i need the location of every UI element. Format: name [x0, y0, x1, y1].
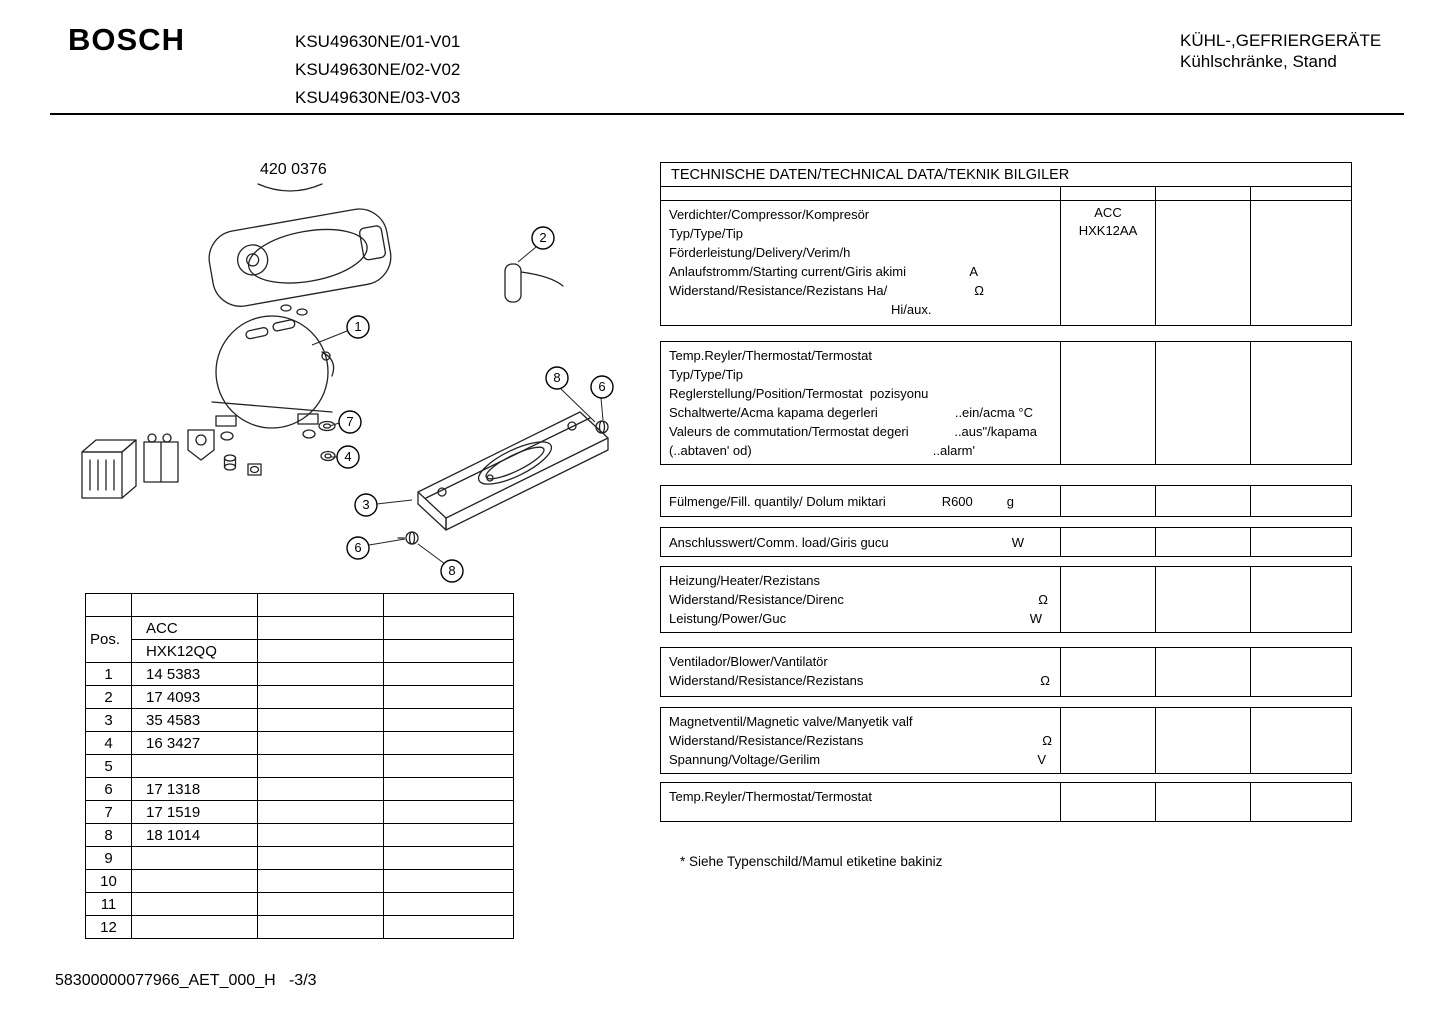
tech-unit: ..aus"/kapama [954, 424, 1037, 439]
svg-text:6: 6 [354, 540, 362, 555]
svg-text:8: 8 [448, 563, 456, 578]
model-list [295, 28, 460, 112]
part-number [132, 755, 258, 778]
tech-label: Temp.Reyler/Thermostat/Termostat [669, 348, 873, 363]
compressor-cover-plate [205, 205, 395, 311]
stud [297, 309, 307, 315]
callout-3 [355, 494, 377, 516]
compressor-type-value: HXK12AA [1078, 223, 1138, 238]
starter-relay [82, 440, 136, 498]
document-reference: 58300000077966_AET_000_H -3/3 [55, 972, 317, 989]
rail-roller-left [398, 532, 418, 544]
leader-line [369, 539, 405, 545]
svg-text:6: 6 [598, 379, 606, 394]
filter-drier [505, 264, 563, 302]
table-row: 9 [86, 847, 514, 870]
tech-unit: Ω [1042, 733, 1052, 748]
variant-header-code: HXK12QQ [132, 640, 258, 663]
tech-block-connected-load [660, 527, 1352, 557]
tech-label: Anschlusswert/Comm. load/Giris gucu [669, 535, 889, 550]
leader-line [601, 398, 603, 420]
part-number [132, 847, 258, 870]
tech-block-heater [660, 566, 1352, 633]
tech-block-fill-quantity [660, 485, 1352, 517]
tech-label: Hi/aux. [891, 302, 932, 317]
tech-unit: V [1037, 752, 1046, 767]
bosch-logo: BOSCH [68, 22, 185, 57]
model-line-2: KSU49630NE/02-V02 [295, 60, 461, 79]
assembly-brace [258, 184, 322, 191]
tech-label: Anlaufstromm/Starting current/Giris akimi [669, 264, 906, 279]
table-row: 4 16 3427 [86, 732, 514, 755]
svg-text:3: 3 [362, 497, 370, 512]
svg-text:1: 1 [354, 319, 362, 334]
leader-line [418, 544, 445, 564]
grommet [321, 452, 335, 461]
tech-unit: W [1011, 535, 1024, 550]
spacer-sleeve [225, 455, 236, 470]
tech-label: Leistung/Power/Guc [669, 611, 787, 626]
tech-block-thermostat2 [660, 782, 1352, 822]
tech-unit: ..alarm' [932, 443, 975, 458]
tech-unit: Ω [974, 283, 984, 298]
tech-unit: A [969, 264, 978, 279]
header-divider [50, 113, 1404, 115]
callout-4 [337, 446, 359, 468]
rail-roller-right [596, 421, 608, 433]
leader-line [377, 500, 412, 504]
tech-label: Schaltwerte/Acma kapama degerleri [669, 405, 878, 420]
tech-label: Valeurs de commutation/Termostat degeri [669, 424, 909, 439]
rating-plate-note: * Siehe Typenschild/Mamul etiketine bakiniz [680, 854, 943, 869]
tech-label: Heizung/Heater/Rezistans [669, 573, 821, 588]
technical-data-section [660, 162, 1352, 869]
table-row: 8 18 1014 [86, 824, 514, 847]
model-line-1: KSU49630NE/01-V01 [295, 32, 461, 51]
tech-label: (..abtaven' od) [669, 443, 752, 458]
tech-label: Widerstand/Resistance/Rezistans Ha/ [669, 283, 888, 298]
part-number [132, 916, 258, 939]
table-row: 6 17 1318 [86, 778, 514, 801]
tech-label: Verdichter/Compressor/Kompresör [669, 207, 870, 222]
callout-7 [339, 411, 361, 433]
compressor-brand-value: ACC [1094, 205, 1122, 220]
tech-data-title: TECHNISCHE DATEN/TECHNICAL DATA/TEKNIK BILGILER [660, 162, 1352, 187]
svg-text:4: 4 [344, 449, 352, 464]
part-number: 17 1318 [132, 778, 258, 801]
table-row: 12 [86, 916, 514, 939]
tech-label: Ventilador/Blower/Vantilatör [669, 654, 828, 669]
svg-text:8: 8 [553, 370, 561, 385]
part-number: 35 4583 [132, 709, 258, 732]
tech-label: Widerstand/Resistance/Rezistans [669, 673, 864, 688]
table-row: 11 [86, 893, 514, 916]
tech-unit: Ω [1038, 592, 1048, 607]
tech-unit: g [1006, 494, 1014, 509]
leader-line [518, 247, 536, 262]
tech-label: Typ/Type/Tip [669, 226, 743, 241]
parts-table [85, 593, 514, 939]
callout-6-top [591, 376, 613, 398]
nut [248, 464, 261, 475]
table-row: 5 [86, 755, 514, 778]
tech-block-magnetic-valve [660, 707, 1352, 774]
table-header-row [86, 617, 514, 640]
compressor-body [212, 316, 334, 440]
tech-block-thermostat [660, 341, 1352, 465]
table-header-row [86, 640, 514, 663]
table-row: 10 [86, 870, 514, 893]
tech-unit: Ω [1040, 673, 1050, 688]
callout-8-top [546, 367, 568, 389]
callout-2 [532, 227, 554, 249]
callout-6-bottom [347, 537, 369, 559]
part-number: 17 1519 [132, 801, 258, 824]
table-row: 1 14 5383 [86, 663, 514, 686]
pos-column-header: Pos. [86, 617, 132, 663]
table-row [86, 594, 514, 617]
tech-unit: W [1029, 611, 1042, 626]
tech-column-header-row [660, 186, 1352, 201]
relay-cover [144, 434, 178, 482]
part-number: 18 1014 [132, 824, 258, 847]
mounting-rail [418, 412, 608, 530]
tech-label: Reglerstellung/Position/Termostat pozisyonu [669, 386, 929, 401]
part-number: 14 5383 [132, 663, 258, 686]
tech-label: Förderleistung/Delivery/Verim/h [669, 245, 851, 260]
tech-block-compressor [660, 200, 1352, 326]
part-number: 17 4093 [132, 686, 258, 709]
compressor-value-cell [1060, 201, 1155, 325]
tech-label: Temp.Reyler/Thermostat/Termostat [669, 789, 873, 804]
table-row: 2 17 4093 [86, 686, 514, 709]
model-line-3: KSU49630NE/03-V03 [295, 88, 461, 107]
table-row: 3 35 4583 [86, 709, 514, 732]
svg-text:7: 7 [346, 414, 354, 429]
mounting-clip [188, 430, 214, 460]
exploded-diagram [60, 140, 640, 610]
washer [319, 422, 335, 431]
table-row: 7 17 1519 [86, 801, 514, 824]
category-line-1: KÜHL-,GEFRIERGERÄTE [1180, 31, 1382, 50]
part-number [132, 893, 258, 916]
leader-line [561, 389, 595, 422]
tech-unit: ..ein/acma °C [954, 405, 1033, 420]
category-header [1180, 30, 1381, 72]
tech-label: Magnetventil/Magnetic valve/Manyetik valf [669, 714, 913, 729]
svg-text:2: 2 [539, 230, 547, 245]
stud [281, 305, 291, 311]
callout-1 [347, 316, 369, 338]
part-number: 16 3427 [132, 732, 258, 755]
assembly-number-label: 420 0376 [260, 161, 327, 178]
tech-label: Spannung/Voltage/Gerilim [669, 752, 821, 767]
tech-label: Typ/Type/Tip [669, 367, 743, 382]
tech-block-blower [660, 647, 1352, 697]
callout-8-bottom [441, 560, 463, 582]
variant-header-acc: ACC [132, 617, 258, 640]
tech-label: Widerstand/Resistance/Direnc [669, 592, 844, 607]
refrigerant-type: R600 [941, 494, 973, 509]
category-line-2: Kühlschränke, Stand [1180, 52, 1337, 71]
tech-label: Fülmenge/Fill. quantily/ Dolum miktari [669, 494, 886, 509]
tech-label: Widerstand/Resistance/Rezistans [669, 733, 864, 748]
part-number [132, 870, 258, 893]
